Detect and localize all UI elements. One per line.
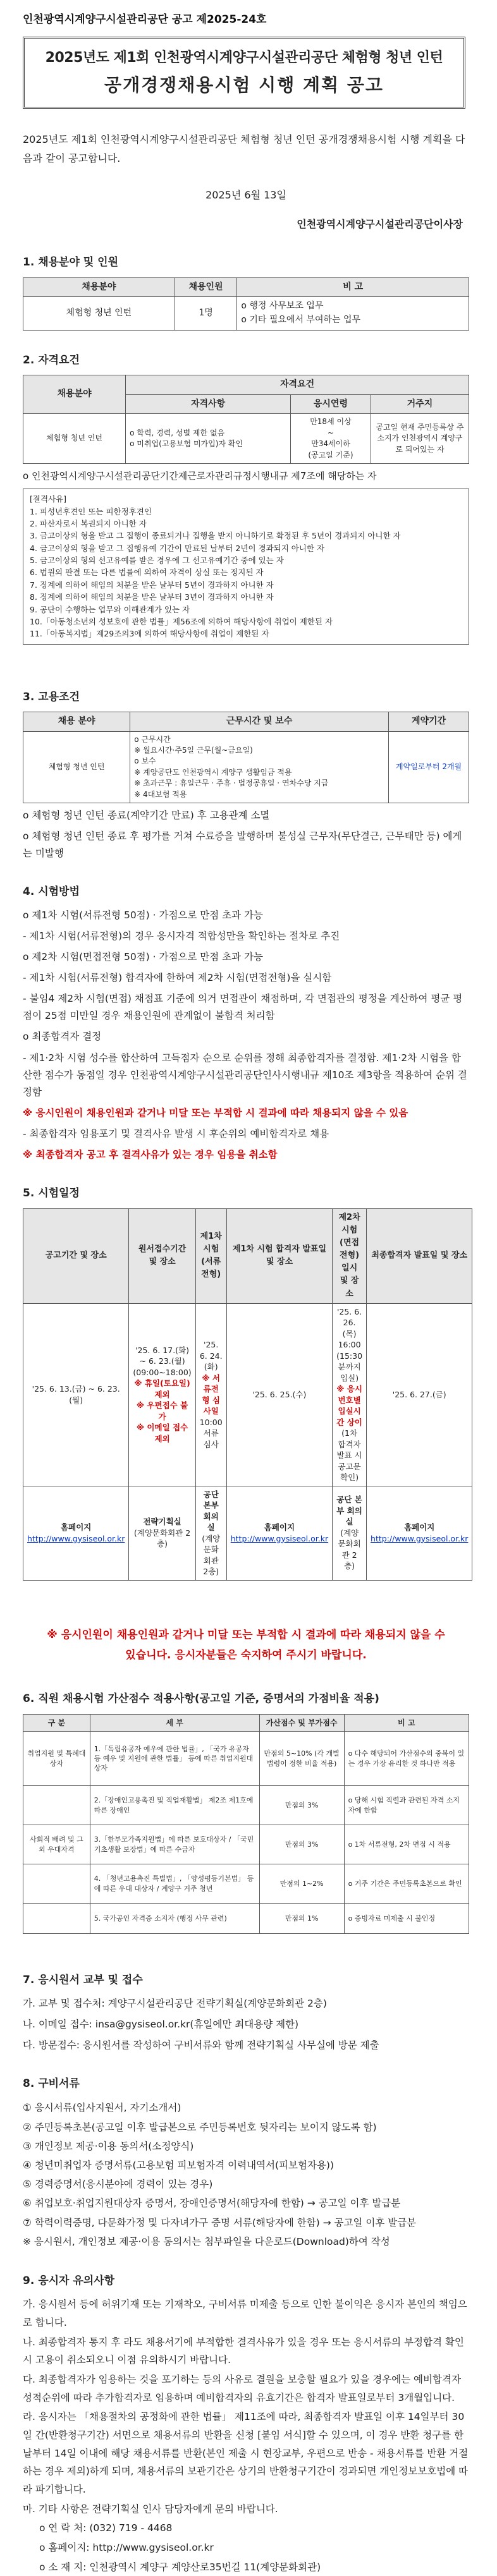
- notice-date: 2025년 6월 13일: [206, 188, 286, 201]
- submission-line: 다. 방문접수: 응시원서를 작성하여 구비서류와 함께 전략기획실 사무실에 방문 제출: [23, 2039, 379, 2051]
- age-line: 만18세 이상: [310, 417, 352, 427]
- work-line: ※ 초과근무 : 휴일근무 · 주휴 · 법정공휴일 · 연차수당 지급: [134, 779, 329, 788]
- sched-line: ※ 우편접수 불가: [136, 1400, 188, 1421]
- cell-notes: [237, 297, 469, 330]
- title-line-1: 2025년도 제1회 인천광역시계양구시설관리공단 체험형 청년 인턴: [45, 50, 443, 66]
- method-line: - 제1·2차 시험 성수를 합산하여 고득점자 순으로 순위를 정해 최종합격자를 결정함. 제1·2차 시험을 합산한 점수가 동점일 경우 인천광역시계양구시설관리공단인사시행내규 제10조 제3항을 적용하여 순위 결정함: [23, 1052, 467, 1098]
- header-cell: 제2차 시험(면접전형) 일시 및 장소: [333, 1208, 367, 1303]
- cell-field: 체험형 청년 인턴: [23, 731, 130, 803]
- cell-final-result: '25. 6. 27.(금): [367, 1303, 472, 1486]
- section-7-heading: 7. 응시원서 교부 및 접수: [23, 1974, 143, 1987]
- document-note: ※ 응시원서, 개인정보 제공·이용 동의서는 첨부파일을 다운로드(Download)하여 작성: [23, 2235, 390, 2247]
- schedule-table: [23, 1208, 472, 1581]
- cell-interview: [333, 1303, 367, 1486]
- cell-items: [126, 414, 291, 464]
- bonus-points-table: [23, 1714, 469, 1935]
- regulation-note: o 인천광역시계양구시설관리공단기간제근로자관리규정시행내규 제7조에 해당하는 자: [23, 470, 377, 482]
- sched-line: (1차 합격자 발표 시 공고문 확인): [336, 1428, 362, 1483]
- contact-address: o 소 재 지: 인천광역시 계양구 계양산로35번길 11(계양문화회관): [39, 2561, 321, 2573]
- box-title: [결격사유]: [30, 494, 67, 504]
- place-detail: (계양문화회관 2층): [338, 1528, 361, 1571]
- cell-place: [333, 1486, 367, 1580]
- cell-category: [23, 1864, 90, 1904]
- header-cell: 비 고: [237, 277, 469, 297]
- cell-age: [290, 414, 371, 464]
- sched-line: 16:00: [338, 1340, 361, 1350]
- section-4-heading: 4. 시험방법: [23, 885, 80, 899]
- box-line: 9. 공단이 수행하는 업무와 이해관계가 있는 자: [30, 604, 190, 614]
- method-line: o 제2차 시험(면접전형 50점) · 가점으로 만점 초과 가능: [23, 951, 263, 963]
- section-9-heading: 9. 응시자 유의사항: [23, 2275, 115, 2288]
- title-box: [23, 37, 465, 108]
- qual-item: o 학력, 경력, 성별 제한 없음: [130, 428, 225, 437]
- required-documents: [23, 2098, 469, 2251]
- work-line: ※ 4대보험 적용: [134, 789, 187, 799]
- cell-remark: o 증빙자료 미제출 시 불인정: [344, 1904, 469, 1934]
- homepage-link[interactable]: http://www.gysiseol.or.kr: [27, 1533, 125, 1543]
- header-cell: 세 부: [90, 1714, 259, 1732]
- header-cell: 제1차 시험(서류전형): [195, 1208, 226, 1303]
- work-line: ※ 계양공단도 인천광역시 계양구 생활임금 적용: [134, 767, 292, 777]
- cell-category: [23, 1786, 90, 1825]
- cell-remark: o 다수 해당되어 가산점수의 중복이 있는 경우 가장 유리한 것 하나만 적용: [344, 1732, 469, 1786]
- note-line: o 기타 필요에서 부여하는 업무: [241, 314, 361, 325]
- caution-line: 나. 최종합격자 통지 후 라도 채용서기에 부적합한 결격사유가 있을 경우 또는 응시서류의 부정합격 확인 시 고용이 취소되오니 이점 유의하시기 바랍니다.: [23, 2336, 464, 2366]
- document-item: ⑤ 경력증명서(응시분야에 경력이 있는 경우): [23, 2178, 213, 2190]
- cell-remark: o 거주 기간은 주민등록초본으로 확인: [344, 1864, 469, 1904]
- method-line: - 최종합격자 임용포기 및 결격사유 발생 시 후순위의 예비합격자로 채용: [23, 1128, 329, 1140]
- age-line: (공고일 기준): [308, 450, 353, 459]
- caution-line: 마. 기타 사항은 전략기획실 인사 담당자에게 문의 바랍니다.: [23, 2503, 278, 2515]
- cell-detail: 2.「장애인고용촉진 및 직업재활법」 제2조 제1호에 따른 장애인: [90, 1786, 259, 1825]
- box-line: 10.「아동청소년의 성보호에 관한 법률」제56조에 의하여 해당사항에 취업이 제한된 자: [30, 616, 333, 626]
- homepage-link[interactable]: http://www.gysiseol.or.kr: [371, 1533, 469, 1543]
- cell-remark: o 1차 서류전형, 2차 면접 시 적용: [344, 1825, 469, 1864]
- box-line: 1. 피성년후견인 또는 피한정후견인: [30, 506, 152, 516]
- submission-line: 나. 이메일 접수: insa@gysiseol.or.kr(휴일에만 최대용량 제한): [23, 2018, 299, 2030]
- work-line: o 보수: [134, 756, 156, 766]
- header-cell: 구 분: [23, 1714, 90, 1732]
- cell-field: 체험형 청년 인턴: [23, 297, 175, 330]
- employment-note: o 체험형 청년 인턴 종료 후 평가를 거쳐 수료증을 발행하며 불성실 근무자(무단결근, 근무태만 등) 에게는 미발행: [23, 830, 462, 860]
- place-label: 전략기획실: [143, 1517, 181, 1527]
- method-line: o 최종합격자 결정: [23, 1031, 102, 1043]
- document-item: ④ 청년미취업자 증명서류(고용보험 피보험자격 이력내역서(피보험자용)): [23, 2159, 334, 2171]
- issuer: 인천광역시계양구시설관리공단이사장: [297, 218, 463, 231]
- header-cell: 공고기간 및 장소: [23, 1208, 129, 1303]
- section-1-heading: 1. 채용분야 및 인원: [23, 256, 118, 269]
- cell-points: 만점의 5~10% (각 개별 법령이 정한 비율 적용): [259, 1732, 344, 1786]
- section-2-heading: 2. 자격요건: [23, 353, 80, 367]
- notice-number: 인천광역시계양구시설관리공단 공고 제2025-24호: [23, 13, 267, 26]
- cell-remark: o 당해 시험 직렬과 관련된 자격 소지자에 한함: [344, 1786, 469, 1825]
- work-line: ※ 월요시간·주5일 근무(월~금요일): [134, 746, 253, 755]
- method-line: o 제1차 시험(서류전형 50점) · 가점으로 만점 초과 가능: [23, 909, 263, 921]
- header-cell: 자격요건: [126, 375, 469, 394]
- sched-line: (15:30분까지 입실): [336, 1351, 363, 1383]
- disqualification-box: [23, 489, 469, 645]
- cell-application: [129, 1303, 195, 1486]
- section-6-heading: 6. 직원 채용시험 가산점수 적용사항(공고일 기준, 증명서의 가점비율 적용): [23, 1692, 379, 1706]
- applicant-warning: [23, 1625, 469, 1666]
- document-item: ② 주민등록초본(공고일 이후 발급본으로 주민등록번호 뒷자리는 보이지 않도록 함): [23, 2121, 377, 2133]
- sched-line: ※ 응시번호별 입실시간 상이: [336, 1384, 362, 1427]
- age-line: 만34세이하: [311, 439, 350, 449]
- header-cell: 가산점수 및 부가점수: [259, 1714, 344, 1732]
- cell-place: [195, 1486, 226, 1580]
- warning-line: ※ 응시인원이 채용인원과 같거나 미달 또는 부적합 시 결과에 따라 채용되지 않을 수: [47, 1628, 445, 1641]
- cell-category: [23, 1904, 90, 1934]
- place-detail: (계양문화회관 2층): [133, 1528, 191, 1549]
- qual-item: o 미취업(고용보험 미가입)자 확인: [130, 439, 243, 449]
- method-line: - 제1차 시험(서류전형)의 경우 응시자격 적합성만을 확인하는 절차로 추진: [23, 930, 340, 942]
- header-cell: 채용분야: [23, 375, 126, 413]
- employment-note: o 체험형 청년 인턴 종료(계약기간 만료) 후 고용관계 소멸: [23, 810, 270, 822]
- homepage-link[interactable]: http://www.gysiseol.or.kr: [230, 1533, 329, 1543]
- cell-field: 체험형 청년 인턴: [23, 414, 126, 464]
- header-cell: 자격사항: [126, 394, 291, 414]
- place-detail: (계양문화회관 2층): [202, 1533, 221, 1577]
- caution-line: 라. 응시자는 「채용절차의 공정화에 관한 법률」 제11조에 따라, 최종합격자 발표일 이후 14일부터 30일 간(반환청구기간) 서면으로 채용서류의 반환을 신청 [붙임 서식]할 수 있으며, 이 경우 반환 청구를 한 날부터 14일 이내에 해당 채용서류를 반환(본인 제출 시 현장교부, 우편으로 반송 - 채용서류를 반환 거절하는 경우 제외)하게 되며, 채용서류의 보관기간은 상기의 반환청구기간이 경과되면 개인정보보호법에 따라 파기합니다.: [23, 2411, 469, 2496]
- sched-line: ※ 이메일 접수 제외: [136, 1423, 188, 1443]
- document-item: ⑥ 취업보호·취업지원대상자 증명서, 장애인증명서(해당자에 한함) → 공고일 이후 발급분: [23, 2197, 401, 2209]
- recruit-table: [23, 277, 469, 331]
- warning-line: ※ 응시인원이 채용인원과 같거나 미달 또는 부적합 시 결과에 따라 채용되지 않을 수 있음: [23, 1107, 408, 1119]
- header-cell: 비 고: [344, 1714, 469, 1732]
- cell-residence: 공고일 현재 주민등록상 주소지가 인천광역시 계양구로 되어있는 자: [371, 414, 469, 464]
- title-line-2: 공개경쟁채용시험 시행 계획 공고: [104, 75, 384, 96]
- box-line: 4. 금고이상의 형을 받고 그 집행유예 기간이 만료된 날부터 2년이 경과되지 아니한 자: [30, 543, 325, 553]
- section-8-heading: 8. 구비서류: [23, 2077, 80, 2090]
- cell-points: 만점의 3%: [259, 1786, 344, 1825]
- box-line: 6. 법원의 판결 또는 다른 법률에 의하여 자격이 상실 또는 정지된 자: [30, 568, 264, 578]
- box-line: 3. 금고이상의 형을 받고 그 집행이 종료되거나 집행을 받지 아니하기로 확정된 후 5년이 경과되지 아니한 자: [30, 531, 401, 541]
- document-item: ③ 개인정보 제공·이용 동의서(소정양식): [23, 2140, 194, 2152]
- exam-method: [23, 907, 469, 1164]
- cell-points: 만점의 3%: [259, 1825, 344, 1864]
- place-label: 홈페이지: [404, 1522, 435, 1533]
- method-line: - 불임4 제2차 시험(면접) 채점표 기준에 의거 면접관이 채점하며, 각 면접관의 평정을 계산하여 평균 평점이 25점 미만일 경우 채용인원에 관계없이 불합격 처리함: [23, 993, 463, 1022]
- application-submission: [23, 1995, 469, 2054]
- cell-detail: 1.「독립유공자 예우에 관한 법률」, 「국가 유공자 등 예우 및 지원에 관한 법률」 등에 따른 취업지원대상자: [90, 1732, 259, 1786]
- cell-place: [226, 1486, 332, 1580]
- header-cell: 원서접수기간 및 장소: [129, 1208, 195, 1303]
- cell-place: [367, 1486, 472, 1580]
- header-cell: 채용 분야: [23, 712, 130, 731]
- warning-line: ※ 최종합격자 공고 후 결격사유가 있는 경우 임용을 취소함: [23, 1149, 278, 1161]
- box-line: 2. 파산자로서 복권되지 아니한 자: [30, 518, 147, 528]
- sched-line: '25. 6. 24.(화): [199, 1340, 223, 1372]
- sched-line: '25. 6. 26.(목): [336, 1306, 362, 1339]
- work-line: o 근무시간: [134, 734, 171, 744]
- box-line: 8. 징계에 의하여 해임의 처분을 받은 날부터 3년이 경과하지 아니한 자: [30, 592, 274, 602]
- cell-category: 사회적 배려 및 그 외 우대자격: [23, 1825, 90, 1864]
- section-3-heading: 3. 고용조건: [23, 690, 80, 703]
- section-5-heading: 5. 시험일정: [23, 1187, 80, 1200]
- contact-phone: o 연 락 처: (032) 719 - 4468: [39, 2522, 173, 2534]
- note-line: o 행정 사무보조 업무: [241, 301, 324, 312]
- place-label: 홈페이지: [61, 1522, 92, 1533]
- header-cell: 응시연령: [290, 394, 371, 414]
- place-label: 공단 본부 회의실: [336, 1495, 362, 1527]
- sched-line: 10:00 서류심사: [199, 1417, 223, 1449]
- header-cell: 제1차 시험 합격자 발표일 및 장소: [226, 1208, 332, 1303]
- sched-line: ※ 휴일(토요일) 제외: [134, 1378, 190, 1399]
- warning-line: 있습니다. 응시자분들은 숙지하여 주시기 바랍니다.: [125, 1648, 367, 1662]
- cell-detail: 5. 국가공인 자격증 소지자 (행정 사무 관련): [90, 1904, 259, 1934]
- cell-category: 취업지원 및 특례대상자: [23, 1732, 90, 1786]
- contact-homepage[interactable]: o 홈페이지: http://www.gysiseol.or.kr: [39, 2542, 214, 2554]
- header-cell: 거주지: [371, 394, 469, 414]
- place-label: 공단 본부 회의실: [203, 1489, 219, 1533]
- header-cell: 최종합격자 발표일 및 장소: [367, 1208, 472, 1303]
- header-cell: 계약기간: [389, 712, 469, 731]
- caution-line: 다. 최종합격자가 임용하는 것을 포기하는 등의 사유로 결원을 보충할 필요가 있을 경우에는 예비합격자 성적순위에 따라 추가합격자로 임용하며 예비합격자의 유효기간은 합격자 발표일로부터 3개월입니다.: [23, 2374, 461, 2403]
- header-cell: 채용인원: [175, 277, 237, 297]
- cell-notice-period: '25. 6. 13.(금) ~ 6. 23.(월): [23, 1303, 129, 1486]
- box-line: 7. 징계에 의하여 해임의 처분을 받은 날부터 5년이 경과하지 아니한 자: [30, 580, 274, 590]
- employment-notes: [23, 807, 469, 862]
- box-line: 5. 금고이상의 형의 선고유예를 받은 경우에 그 선고유예기간 중에 있는 자: [30, 556, 284, 566]
- qualification-table: [23, 375, 469, 464]
- intro-text: 2025년도 제1회 인천광역시계양구시설관리공단 체험형 청년 인턴 공개경쟁채용시험 시행 계획을 다음과 같이 공고합니다.: [23, 133, 465, 165]
- cell-work: [130, 731, 389, 803]
- cell-detail: 4. 「청년고용촉진 특별법」, 「양성평등기본법」 등에 따른 우대 대상자 / 계양구 거주 청년: [90, 1864, 259, 1904]
- place-label: 홈페이지: [264, 1522, 295, 1533]
- header-cell: 근무시간 및 보수: [130, 712, 389, 731]
- cell-first-result: '25. 6. 25.(수): [226, 1303, 332, 1486]
- submission-line: 가. 교부 및 접수처: 계양구시설관리공단 전략기획실(계양문화회관 2층): [23, 1997, 327, 2009]
- sched-line: ※ 서류전형 심사일: [202, 1373, 220, 1416]
- document-item: ⑦ 학력이력증명, 다문화가정 및 다자녀가구 증명 서류(해당자에 한함) → 공고일 이후 발급분: [23, 2216, 417, 2228]
- cell-document-review: [195, 1303, 226, 1486]
- sched-line: '25. 6. 17.(화) ~ 6. 23.(월): [135, 1345, 189, 1366]
- employment-table: [23, 712, 469, 803]
- caution-line: 가. 응시원서 등에 허위기재 또는 기재착오, 구비서류 미제출 등으로 인한 불이익은 응시자 본인의 책임으로 합니다.: [23, 2299, 467, 2329]
- header-cell: 채용분야: [23, 277, 175, 297]
- cell-place: [129, 1486, 195, 1580]
- cell-place: [23, 1486, 129, 1580]
- age-line: ~: [327, 428, 334, 437]
- cell-points: 만점의 1~2%: [259, 1864, 344, 1904]
- cell-count: 1명: [175, 297, 237, 330]
- method-line: - 제1차 시험(서류전형) 합격자에 한하여 제2차 시험(면접전형)을 실시함: [23, 972, 332, 984]
- applicant-cautions: [23, 2295, 469, 2576]
- cell-points: 만점의 1%: [259, 1904, 344, 1934]
- document-item: ① 응시서류(입사지원서, 자기소개서): [23, 2102, 181, 2114]
- cell-detail: 3.「한부모가족지원법」에 따른 보호대상자 / 「국민기초생활 보장법」에 따른 수급자: [90, 1825, 259, 1864]
- box-line: 11.「아동복지법」제29조의3에 의하여 해당사항에 취업이 제한된 자: [30, 629, 269, 639]
- sched-line: (09:00~18:00): [133, 1367, 192, 1377]
- cell-period: 계약일로부터 2개월: [389, 731, 469, 803]
